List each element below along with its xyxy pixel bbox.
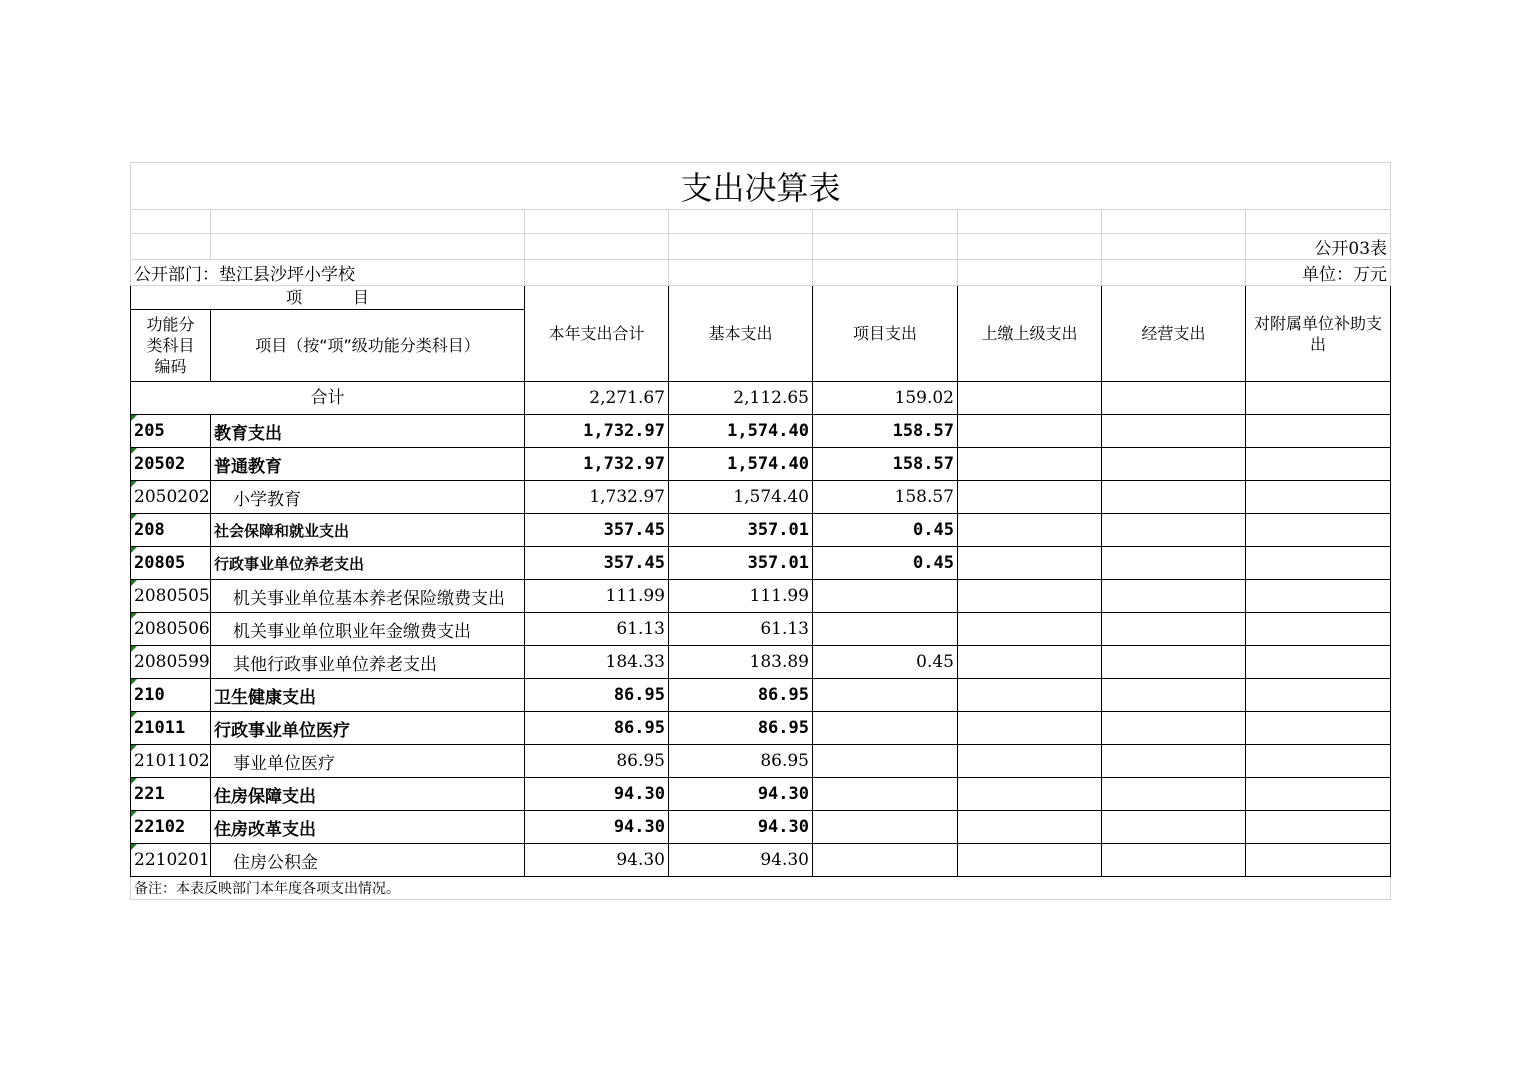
- blank-cell: [1246, 210, 1391, 234]
- row-subsidy: [1246, 844, 1391, 877]
- header-basic: 基本支出: [669, 286, 813, 382]
- blank-cell: [669, 260, 813, 286]
- row-upper: [958, 844, 1102, 877]
- row-business: [1102, 514, 1246, 547]
- blank-cell: [131, 210, 211, 234]
- table-row: [131, 679, 1391, 712]
- table-body: [131, 415, 1391, 877]
- row-project: [813, 580, 958, 613]
- total-upper: [958, 382, 1102, 415]
- row-business: [1102, 778, 1246, 811]
- row-total: 357.45: [525, 547, 669, 580]
- table-row: [131, 844, 1391, 877]
- table-row: [131, 415, 1391, 448]
- row-subsidy: [1246, 580, 1391, 613]
- header-project: 项目支出: [813, 286, 958, 382]
- row-project: [813, 745, 958, 778]
- row-subsidy: [1246, 745, 1391, 778]
- blank-cell: [131, 234, 211, 260]
- row-code: 205: [131, 415, 211, 448]
- row-upper: [958, 415, 1102, 448]
- blank-cell: [669, 210, 813, 234]
- row-upper: [958, 712, 1102, 745]
- row-business: [1102, 481, 1246, 514]
- row-basic: 111.99: [669, 580, 813, 613]
- table-row: [131, 481, 1391, 514]
- total-total: 2,271.67: [525, 382, 669, 415]
- row-basic: 61.13: [669, 613, 813, 646]
- row-project: [813, 844, 958, 877]
- blank-cell: [525, 210, 669, 234]
- row-name: 事业单位医疗: [211, 745, 525, 778]
- row-code: 20805: [131, 547, 211, 580]
- row-total: 357.45: [525, 514, 669, 547]
- row-code: 208: [131, 514, 211, 547]
- blank-cell: [525, 260, 669, 286]
- blank-cell: [958, 210, 1102, 234]
- row-basic: 357.01: [669, 547, 813, 580]
- blank-cell: [1102, 234, 1246, 260]
- row-project: 0.45: [813, 646, 958, 679]
- header-name: 项目（按“项”级功能分类科目）: [211, 310, 525, 382]
- blank-cell: [525, 234, 669, 260]
- row-subsidy: [1246, 811, 1391, 844]
- row-code: 20502: [131, 448, 211, 481]
- row-name: 其他行政事业单位养老支出: [211, 646, 525, 679]
- row-total: 94.30: [525, 811, 669, 844]
- row-name: 小学教育: [211, 481, 525, 514]
- table-row: [131, 811, 1391, 844]
- row-business: [1102, 712, 1246, 745]
- expenditure-table: [130, 162, 1391, 900]
- unit-label: 单位：万元: [1246, 260, 1391, 286]
- row-upper: [958, 646, 1102, 679]
- total-row: [131, 382, 1391, 415]
- table-row: [131, 514, 1391, 547]
- blank-cell: [1102, 210, 1246, 234]
- row-code: 2080599: [131, 646, 211, 679]
- row-name: 行政事业单位养老支出: [211, 547, 525, 580]
- blank-cell: [211, 234, 525, 260]
- row-basic: 86.95: [669, 745, 813, 778]
- row-business: [1102, 745, 1246, 778]
- row-upper: [958, 778, 1102, 811]
- department-row: [131, 260, 1391, 286]
- row-total: 86.95: [525, 679, 669, 712]
- row-subsidy: [1246, 415, 1391, 448]
- row-total: 61.13: [525, 613, 669, 646]
- row-upper: [958, 448, 1102, 481]
- row-total: 1,732.97: [525, 481, 669, 514]
- header-row-1: [131, 286, 1391, 310]
- row-business: [1102, 613, 1246, 646]
- row-basic: 94.30: [669, 778, 813, 811]
- row-project: [813, 712, 958, 745]
- row-subsidy: [1246, 481, 1391, 514]
- blank-cell: [958, 234, 1102, 260]
- row-basic: 183.89: [669, 646, 813, 679]
- row-code: 22102: [131, 811, 211, 844]
- row-project: 0.45: [813, 514, 958, 547]
- header-code: 功能分类科目编码: [131, 310, 211, 382]
- row-name: 住房改革支出: [211, 811, 525, 844]
- row-total: 1,732.97: [525, 415, 669, 448]
- table-row: [131, 547, 1391, 580]
- row-name: 卫生健康支出: [211, 679, 525, 712]
- row-upper: [958, 481, 1102, 514]
- row-code: 2210201: [131, 844, 211, 877]
- row-upper: [958, 745, 1102, 778]
- row-upper: [958, 514, 1102, 547]
- row-total: 86.95: [525, 712, 669, 745]
- row-total: 94.30: [525, 844, 669, 877]
- row-project: [813, 679, 958, 712]
- blank-row: [131, 210, 1391, 234]
- row-basic: 1,574.40: [669, 448, 813, 481]
- department-label: 公开部门：垫江县沙坪小学校: [131, 260, 525, 286]
- row-business: [1102, 415, 1246, 448]
- row-code: 21011: [131, 712, 211, 745]
- row-business: [1102, 448, 1246, 481]
- row-subsidy: [1246, 778, 1391, 811]
- blank-cell: [813, 260, 958, 286]
- row-project: 158.57: [813, 448, 958, 481]
- header-item-group: 项 目: [131, 286, 525, 310]
- row-business: [1102, 646, 1246, 679]
- row-basic: 94.30: [669, 811, 813, 844]
- total-subsidy: [1246, 382, 1391, 415]
- row-code: 2080506: [131, 613, 211, 646]
- row-subsidy: [1246, 712, 1391, 745]
- header-total: 本年支出合计: [525, 286, 669, 382]
- row-name: 社会保障和就业支出: [211, 514, 525, 547]
- row-total: 94.30: [525, 778, 669, 811]
- row-project: [813, 778, 958, 811]
- title-row: [131, 163, 1391, 210]
- row-basic: 86.95: [669, 712, 813, 745]
- row-name: 机关事业单位职业年金缴费支出: [211, 613, 525, 646]
- row-name: 机关事业单位基本养老保险缴费支出: [211, 580, 525, 613]
- row-project: 158.57: [813, 481, 958, 514]
- table-row: [131, 613, 1391, 646]
- row-project: [813, 613, 958, 646]
- row-business: [1102, 547, 1246, 580]
- row-total: 184.33: [525, 646, 669, 679]
- note-row: [131, 877, 1391, 900]
- row-upper: [958, 580, 1102, 613]
- row-subsidy: [1246, 613, 1391, 646]
- note-text: 备注：本表反映部门本年度各项支出情况。: [131, 877, 1391, 900]
- row-upper: [958, 679, 1102, 712]
- blank-cell: [813, 234, 958, 260]
- row-code: 2080505: [131, 580, 211, 613]
- row-total: 86.95: [525, 745, 669, 778]
- row-name: 行政事业单位医疗: [211, 712, 525, 745]
- row-basic: 1,574.40: [669, 415, 813, 448]
- row-business: [1102, 580, 1246, 613]
- table-row: [131, 778, 1391, 811]
- row-subsidy: [1246, 547, 1391, 580]
- blank-cell: [669, 234, 813, 260]
- table-row: [131, 712, 1391, 745]
- row-total: 1,732.97: [525, 448, 669, 481]
- blank-cell: [813, 210, 958, 234]
- row-basic: 94.30: [669, 844, 813, 877]
- row-name: 住房公积金: [211, 844, 525, 877]
- form-code: 公开03表: [1246, 234, 1391, 260]
- row-upper: [958, 811, 1102, 844]
- row-project: 0.45: [813, 547, 958, 580]
- row-name: 教育支出: [211, 415, 525, 448]
- row-name: 住房保障支出: [211, 778, 525, 811]
- total-project: 159.02: [813, 382, 958, 415]
- blank-cell: [958, 260, 1102, 286]
- header-business: 经营支出: [1102, 286, 1246, 382]
- row-code: 210: [131, 679, 211, 712]
- row-business: [1102, 844, 1246, 877]
- row-project: [813, 811, 958, 844]
- row-basic: 357.01: [669, 514, 813, 547]
- row-basic: 86.95: [669, 679, 813, 712]
- row-upper: [958, 613, 1102, 646]
- row-subsidy: [1246, 514, 1391, 547]
- row-subsidy: [1246, 646, 1391, 679]
- table-row: [131, 646, 1391, 679]
- table-row: [131, 448, 1391, 481]
- row-total: 111.99: [525, 580, 669, 613]
- total-basic: 2,112.65: [669, 382, 813, 415]
- expenditure-sheet: [130, 162, 1390, 900]
- row-business: [1102, 679, 1246, 712]
- row-code: 221: [131, 778, 211, 811]
- row-subsidy: [1246, 679, 1391, 712]
- row-name: 普通教育: [211, 448, 525, 481]
- header-upper: 上缴上级支出: [958, 286, 1102, 382]
- form-code-row: [131, 234, 1391, 260]
- blank-cell: [211, 210, 525, 234]
- row-business: [1102, 811, 1246, 844]
- page-title: 支出决算表: [131, 163, 1391, 210]
- header-subsidy: 对附属单位补助支出: [1246, 286, 1391, 382]
- row-subsidy: [1246, 448, 1391, 481]
- row-project: 158.57: [813, 415, 958, 448]
- row-code: 2050202: [131, 481, 211, 514]
- table-row: [131, 745, 1391, 778]
- row-upper: [958, 547, 1102, 580]
- blank-cell: [1102, 260, 1246, 286]
- table-row: [131, 580, 1391, 613]
- row-code: 2101102: [131, 745, 211, 778]
- total-business: [1102, 382, 1246, 415]
- total-label: 合计: [131, 382, 525, 415]
- row-basic: 1,574.40: [669, 481, 813, 514]
